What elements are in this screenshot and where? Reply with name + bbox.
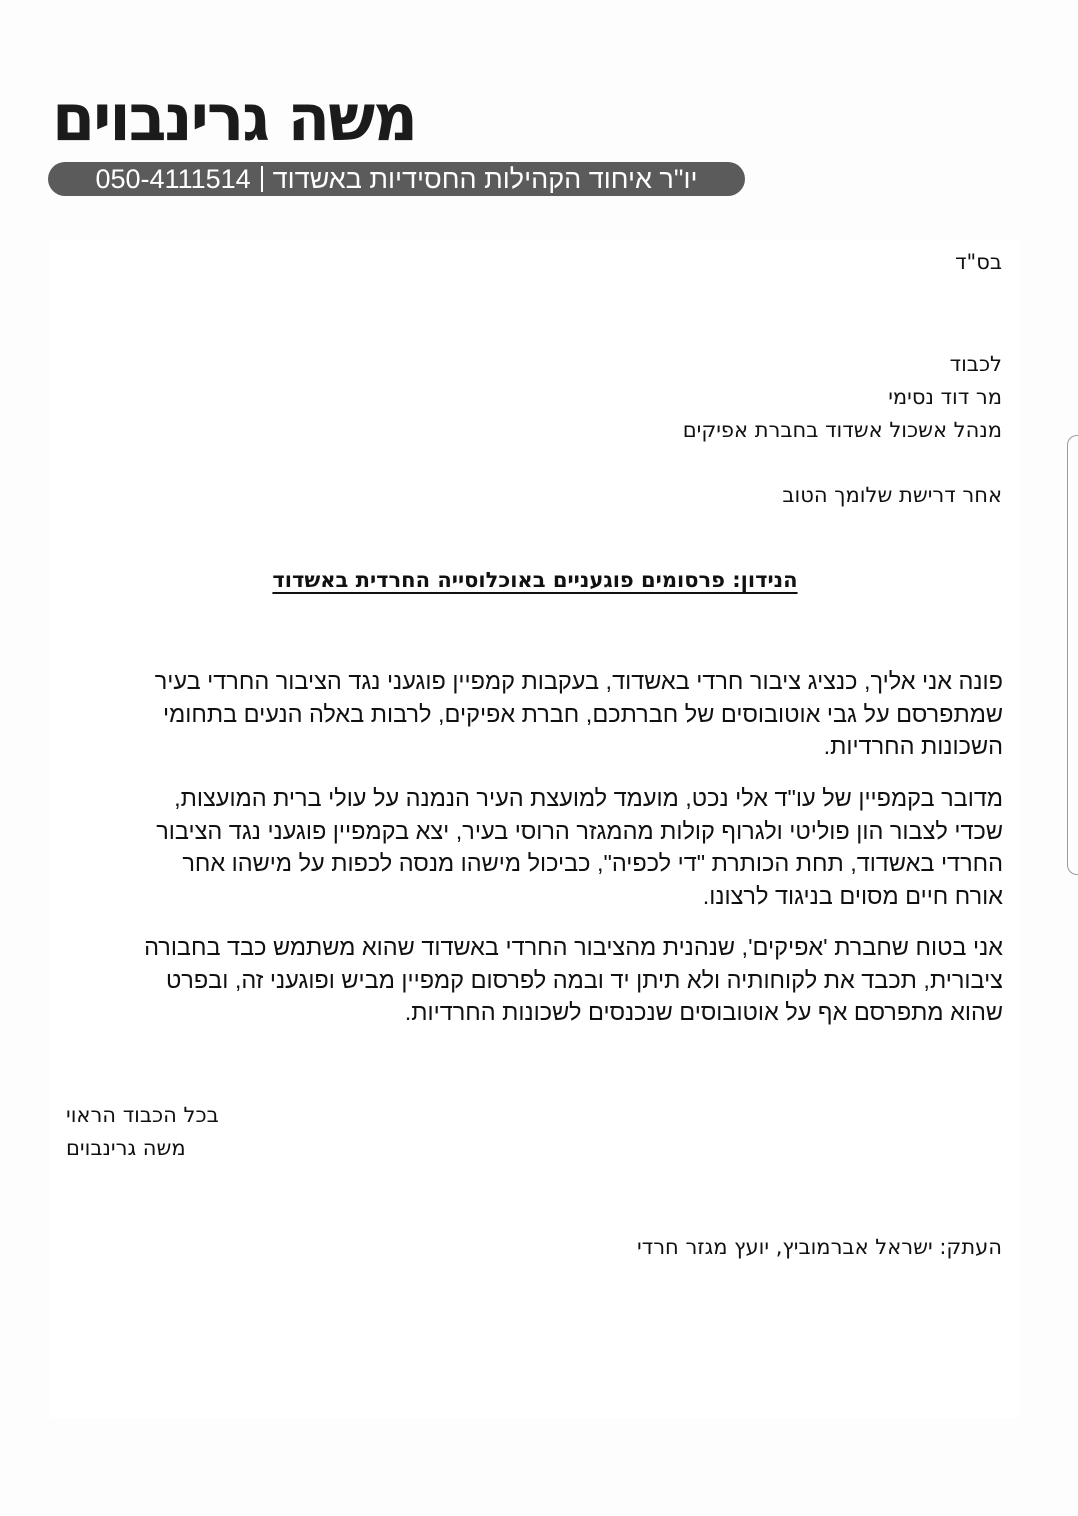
signature: משה גרינבוים xyxy=(66,1136,186,1160)
paragraph-line: שמתפרסם על גבי אוטובוסים של חברתכם, חברת אפיקים, לרבות באלה הנעים בתחומי xyxy=(163,700,1003,727)
recipient-role: מנהל אשכול אשדוד בחברת אפיקים xyxy=(682,418,1002,442)
phone-number: 050-4111514 xyxy=(95,164,251,194)
recipient-name: מר דוד נסימי xyxy=(888,385,1002,409)
body-paragraph-3 xyxy=(72,931,1003,1029)
recipient-salutation: לכבוד xyxy=(949,352,1002,376)
paragraph-line: מדובר בקמפיין של עו"ד אלי נכט, מועמד למועצת העיר הנמנה על עולי ברית המועצות, xyxy=(174,785,1003,811)
paragraph-line: החרדי באשדוד, תחת הכותרת "די לכפיה", כביכול מישהו מנסה לכפות על מישהו אחר xyxy=(182,850,1003,876)
opening-mark: בס"ד xyxy=(955,250,1002,274)
paragraph-line: אורח חיים מסוים בניגוד לרצונו. xyxy=(702,882,1003,909)
divider xyxy=(261,166,263,192)
paragraph-line: פונה אני אליך, כנציג ציבור חרדי באשדוד, בעקבות קמפיין פוגעני נגד הציבור החרדי בעיר xyxy=(154,668,1003,694)
paragraph-line: ציבורית, תכבד את לקוחותיה ולא תיתן יד ובמה לפרסום קמפיין מביש ופוגעני זה, ובפרט xyxy=(165,966,1003,993)
closing: בכל הכבוד הראוי xyxy=(66,1103,219,1127)
letter-subject: הנידון: פרסומים פוגעניים באוכלוסייה החרדית באשדוד xyxy=(272,568,798,592)
body-paragraph-1 xyxy=(78,665,1003,763)
paragraph-line: אני בטוח שחברת 'אפיקים', שנהנית מהציבור החרדי באשדוד שהוא משתמש כבד בחבורה xyxy=(144,934,1003,960)
side-panel-handle[interactable] xyxy=(1067,435,1078,875)
greeting: אחר דרישת שלומך הטוב xyxy=(782,483,1002,507)
cc-line: העתק: ישראל אברמוביץ, יועץ מגזר חרדי xyxy=(637,1235,1002,1259)
body-paragraph-2 xyxy=(68,782,1003,912)
paragraph-line: שהוא מתפרסם אף על אוטובוסים שנכנסים לשכונות החרדיות. xyxy=(404,999,1003,1025)
paragraph-line: השכונות החרדיות. xyxy=(823,733,1003,759)
sender-title: יו"ר איחוד הקהילות החסידיות באשדוד xyxy=(272,164,698,194)
paragraph-line: שכדי לצבור הון פוליטי ולגרוף קולות מהמגזר הרוסי בעיר, יצא בקמפיין פוגעני נגד הציבור xyxy=(156,817,1003,844)
letterhead-name: משה גרינבוים xyxy=(52,79,416,156)
letterhead-contact-bar xyxy=(48,162,745,196)
